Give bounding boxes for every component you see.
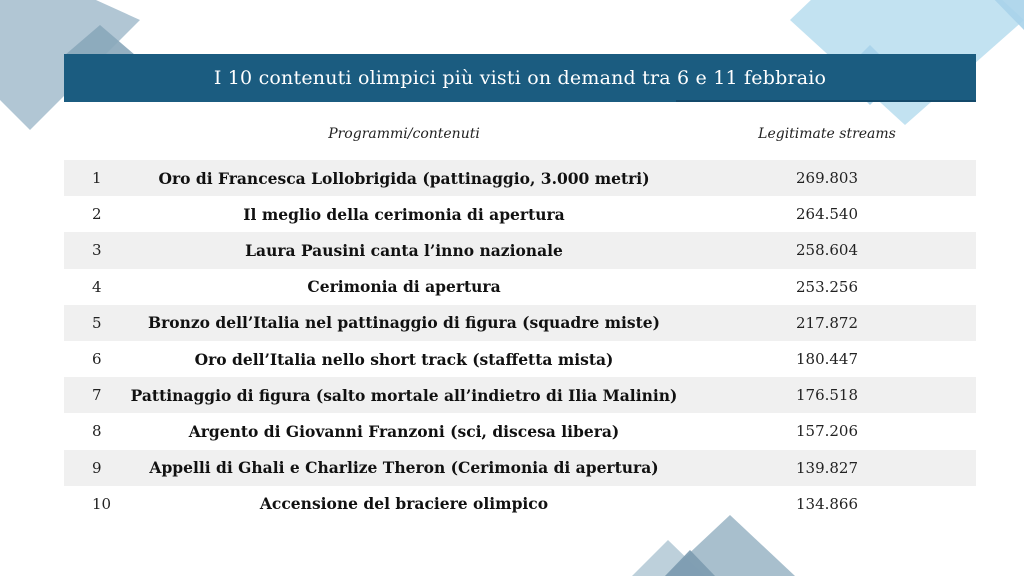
table-row	[64, 305, 976, 341]
row-rank: 2	[92, 205, 102, 224]
row-program: Appelli di Ghali e Charlize Theron (Cerimonia di apertura)	[149, 458, 659, 478]
row-rank: 9	[92, 458, 102, 477]
title-bar	[64, 54, 976, 102]
table-row	[64, 413, 976, 449]
row-program: Oro dell’Italia nello short track (staffetta mista)	[194, 349, 614, 369]
table-row	[64, 269, 976, 305]
row-program: Pattinaggio di figura (salto mortale all’indietro di Ilia Malinin)	[130, 385, 678, 405]
row-rank: 4	[92, 277, 102, 296]
row-streams: 157.206	[795, 422, 859, 441]
row-streams: 176.518	[795, 386, 859, 405]
table-row	[64, 450, 976, 486]
table-row	[64, 341, 976, 377]
page-title: I 10 contenuti olimpici più visti on demand tra 6 e 11 febbraio	[213, 67, 827, 89]
row-rank: 10	[92, 494, 112, 513]
row-streams: 253.256	[795, 277, 859, 296]
table-row	[64, 486, 976, 522]
table-row	[64, 232, 976, 268]
row-program: Bronzo dell’Italia nel pattinaggio di figura (squadre miste)	[147, 313, 661, 333]
table-header	[64, 118, 976, 152]
column-header-streams: Legitimate streams	[758, 126, 896, 142]
row-program: Il meglio della cerimonia di apertura	[243, 204, 565, 224]
row-program: Laura Pausini canta l’inno nazionale	[245, 240, 563, 260]
row-streams: 269.803	[795, 169, 859, 188]
row-program: Accensione del braciere olimpico	[259, 494, 549, 514]
row-streams: 139.827	[795, 458, 859, 477]
ranking-table	[64, 160, 976, 522]
row-program: Argento di Giovanni Franzoni (sci, discesa libera)	[188, 421, 620, 441]
row-streams: 258.604	[795, 241, 859, 260]
row-rank: 5	[92, 313, 102, 332]
row-rank: 8	[92, 422, 102, 441]
table-row	[64, 377, 976, 413]
row-streams: 180.447	[795, 350, 859, 369]
row-program: Oro di Francesca Lollobrigida (pattinaggio, 3.000 metri)	[158, 168, 650, 188]
row-rank: 3	[92, 241, 102, 260]
row-rank: 6	[92, 350, 102, 369]
column-header-programs: Programmi/contenuti	[328, 126, 480, 142]
row-rank: 1	[92, 169, 102, 188]
row-rank: 7	[92, 386, 102, 405]
row-streams: 264.540	[795, 205, 859, 224]
table-row	[64, 196, 976, 232]
row-streams: 134.866	[795, 494, 859, 513]
row-streams: 217.872	[795, 313, 859, 332]
table-row	[64, 160, 976, 196]
row-program: Cerimonia di apertura	[307, 277, 501, 297]
title-underline	[676, 100, 976, 102]
